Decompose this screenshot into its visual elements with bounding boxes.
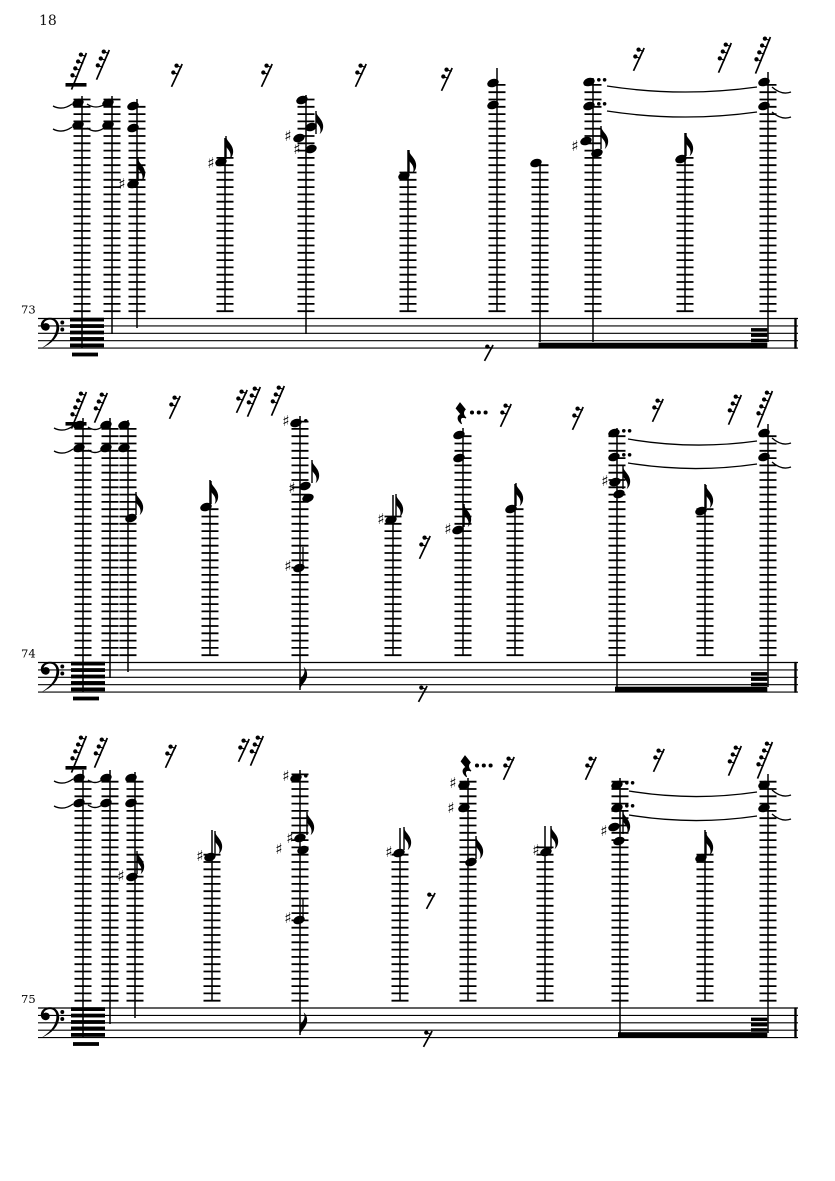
measure-number: 75 bbox=[21, 992, 36, 1006]
svg-text:♯: ♯ bbox=[444, 520, 452, 539]
rest-16 bbox=[633, 47, 644, 70]
rest-32 bbox=[94, 392, 108, 422]
measure-number: 73 bbox=[21, 302, 36, 317]
ledger-tower bbox=[71, 770, 105, 1046]
ledger-tower bbox=[532, 165, 549, 342]
rest-64s bbox=[66, 52, 87, 89]
ledger-tower bbox=[292, 416, 309, 690]
svg-text:♯: ♯ bbox=[571, 137, 579, 156]
rest-16 bbox=[238, 738, 249, 761]
rest-32 bbox=[247, 386, 261, 416]
rest-64s bbox=[66, 391, 87, 428]
svg-text:♯: ♯ bbox=[284, 127, 292, 146]
svg-text:♯: ♯ bbox=[449, 774, 457, 793]
rest-16 bbox=[171, 63, 182, 86]
rest-16 bbox=[441, 67, 452, 90]
svg-text:♯: ♯ bbox=[532, 841, 540, 860]
ledger-tower bbox=[102, 770, 119, 1024]
ledger-tower bbox=[129, 99, 146, 328]
rest-64 bbox=[756, 741, 772, 778]
svg-text:♯: ♯ bbox=[282, 412, 290, 431]
rest-8 bbox=[419, 685, 428, 701]
svg-text:♯: ♯ bbox=[284, 909, 292, 928]
svg-text:♯: ♯ bbox=[286, 829, 294, 848]
ledger-tower bbox=[585, 78, 602, 342]
rest-q3 bbox=[456, 403, 487, 424]
rest-q3 bbox=[461, 756, 492, 777]
page-number: 18 bbox=[39, 13, 57, 29]
system-73 bbox=[21, 36, 798, 360]
rest-8 bbox=[485, 344, 494, 360]
system-74 bbox=[21, 385, 798, 701]
rest-32 bbox=[94, 737, 108, 767]
rest-16 bbox=[261, 63, 272, 86]
rest-16 bbox=[572, 406, 583, 429]
ledger-tower bbox=[71, 418, 105, 700]
rest-32 bbox=[250, 735, 264, 765]
ledger-tower bbox=[104, 96, 121, 334]
rest-32 bbox=[718, 42, 732, 72]
rest-8 bbox=[427, 892, 436, 908]
ledger-tower bbox=[127, 772, 144, 1018]
svg-text:♯: ♯ bbox=[288, 479, 296, 498]
rest-32 bbox=[271, 385, 285, 415]
svg-text:♯: ♯ bbox=[601, 472, 609, 491]
svg-text:♯: ♯ bbox=[377, 510, 385, 529]
ledger-tower bbox=[120, 420, 137, 672]
rest-16 bbox=[355, 63, 366, 86]
svg-text:♯: ♯ bbox=[117, 867, 125, 886]
ledger-tower bbox=[612, 778, 629, 1033]
rest-16 bbox=[500, 403, 511, 426]
svg-text:♯: ♯ bbox=[293, 140, 301, 159]
rest-16 bbox=[169, 395, 180, 418]
ledger-tower bbox=[292, 770, 309, 1035]
rest-32 bbox=[728, 745, 742, 775]
ledger-tower bbox=[760, 72, 777, 342]
rest-8 bbox=[424, 1030, 433, 1046]
svg-text:♯: ♯ bbox=[282, 767, 290, 786]
svg-text:♯: ♯ bbox=[118, 175, 126, 194]
ledger-tower bbox=[760, 774, 777, 1033]
rest-64 bbox=[756, 390, 772, 427]
ledger-tower bbox=[102, 418, 119, 678]
rest-64s bbox=[66, 735, 87, 772]
rest-64 bbox=[754, 36, 770, 73]
rest-16 bbox=[652, 398, 663, 421]
svg-text:♯: ♯ bbox=[600, 822, 608, 841]
svg-text:♯: ♯ bbox=[447, 799, 455, 818]
svg-text:♯: ♯ bbox=[275, 840, 283, 859]
measure-number: 74 bbox=[21, 646, 36, 661]
rest-32 bbox=[96, 49, 110, 79]
rest-16 bbox=[236, 389, 247, 412]
rest-16 bbox=[653, 748, 664, 771]
svg-text:♯: ♯ bbox=[207, 154, 215, 173]
rest-16 bbox=[503, 756, 514, 779]
rest-32 bbox=[728, 394, 742, 424]
rest-16 bbox=[585, 756, 596, 779]
ledger-tower bbox=[70, 96, 104, 356]
svg-text:♯: ♯ bbox=[284, 557, 292, 576]
svg-text:♯: ♯ bbox=[385, 843, 393, 862]
rest-16 bbox=[419, 535, 430, 558]
system-75 bbox=[21, 735, 798, 1046]
rest-16 bbox=[165, 744, 176, 767]
svg-text:♯: ♯ bbox=[196, 847, 204, 866]
